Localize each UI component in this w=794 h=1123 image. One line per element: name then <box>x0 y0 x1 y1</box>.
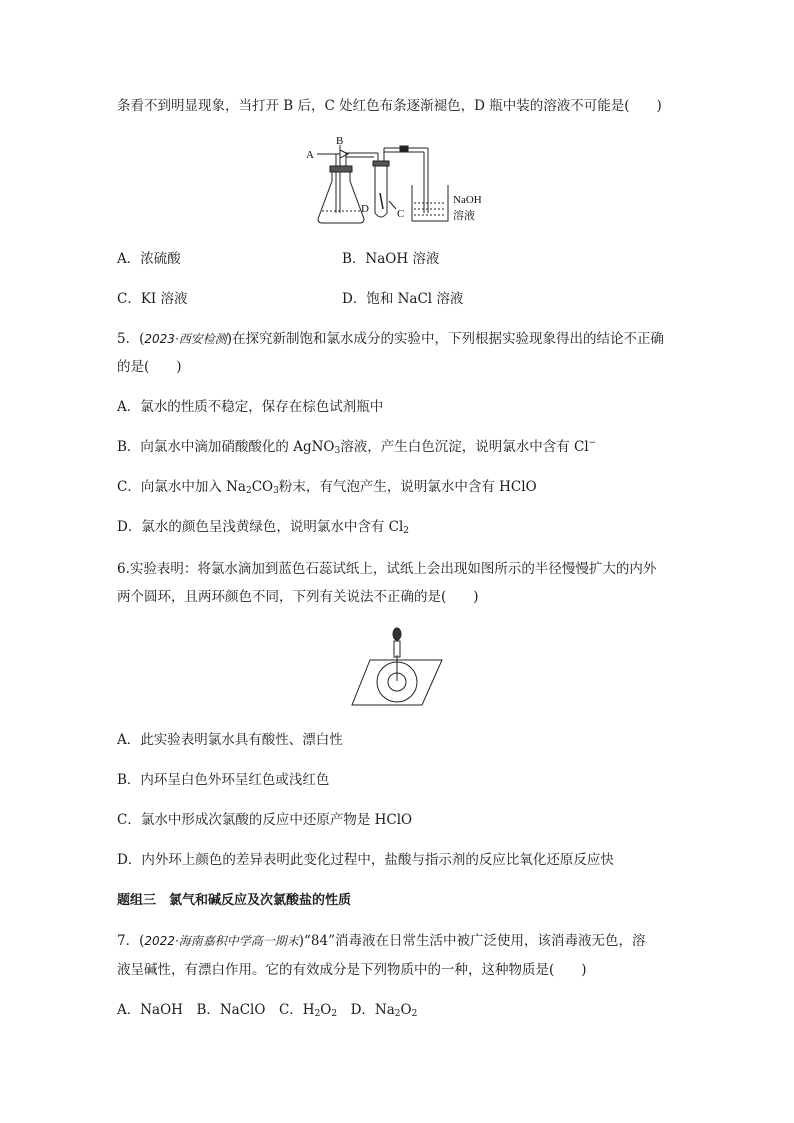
q6-option-c: C．氯水中形成次氯酸的反应中还原产物是 HClO <box>117 812 413 828</box>
q4-option-c: C．KI 溶液 <box>117 291 188 307</box>
litmus-paper-figure <box>350 625 445 710</box>
q6-option-d: D．内外环上颜色的差异表明此变化过程中，盐酸与指示剂的反应比氧化还原反应快 <box>117 852 614 868</box>
label-a: A <box>306 149 314 161</box>
q5-source: 2023·西安检测 <box>144 332 227 346</box>
q6-option-b: B．内环呈白色外环呈红色或浅红色 <box>117 772 330 788</box>
q5-option-d: D．氯水的颜色呈浅黄绿色，说明氯水中含有 $Cl_2$ <box>117 519 409 536</box>
q5-option-c: C．向氯水中加入 $Na_2CO_3$粉末，有气泡产生，说明氯水中含有 HClO <box>117 479 537 496</box>
q7-options: A．NaOH B．NaClO C．$H_2O_2$ D．$Na_2O_2$ <box>117 1002 418 1019</box>
q7-stem-line2: 液呈碱性，有漂白作用。它的有效成分是下列物质中的一种，这种物质是( ) <box>117 962 587 978</box>
q5-stem-line2: 的是( ) <box>117 359 182 375</box>
q5-option-b: B．向氯水中滴加硝酸酸化的 AgNO$_3$溶液，产生白色沉淀，说明氯水中含有 Cl− <box>117 438 597 456</box>
group3-heading: 题组三 氯气和碱反应及次氯酸盐的性质 <box>117 893 352 908</box>
q4-option-a: A．浓硫酸 <box>117 251 181 267</box>
label-b: B <box>336 135 344 147</box>
q4-stem-tail: 条看不到明显现象，当打开 B 后，C 处红色布条逐渐褪色，D 瓶中装的溶液不可能是( ) <box>117 98 662 114</box>
q7-stem-line1: 7．(2022·海南嘉积中学高一期末)“84”消毒液在日常生活中被广泛使用，该消毒液无色，溶 <box>117 933 646 949</box>
q6-stem-line1: 6.实验表明：将氯水滴加到蓝色石蕊试纸上，试纸上会出现如图所示的半径慢慢扩大的内外 <box>117 561 657 577</box>
label-naoh: NaOH <box>453 194 482 206</box>
apparatus-figure <box>300 133 500 228</box>
q6-option-a: A．此实验表明氯水具有酸性、漂白性 <box>117 732 343 748</box>
q4-option-d: D．饱和 NaCl 溶液 <box>342 291 464 307</box>
q4-option-b: B．NaOH 溶液 <box>342 251 440 267</box>
q5-stem-line1: 5．(2023·西安检测)在探究新制饱和氯水成分的实验中，下列根据实验现象得出的结论不正确 <box>117 331 664 347</box>
label-solution: 溶液 <box>453 210 475 222</box>
label-c: C <box>397 208 405 220</box>
q7-source: 2022·海南嘉积中学高一期末 <box>144 934 299 948</box>
label-d: D <box>361 203 369 215</box>
q6-stem-line2: 两个圆环，且两环颜色不同，下列有关说法不正确的是( ) <box>117 589 479 605</box>
q5-option-a: A．氯水的性质不稳定，保存在棕色试剂瓶中 <box>117 399 384 415</box>
